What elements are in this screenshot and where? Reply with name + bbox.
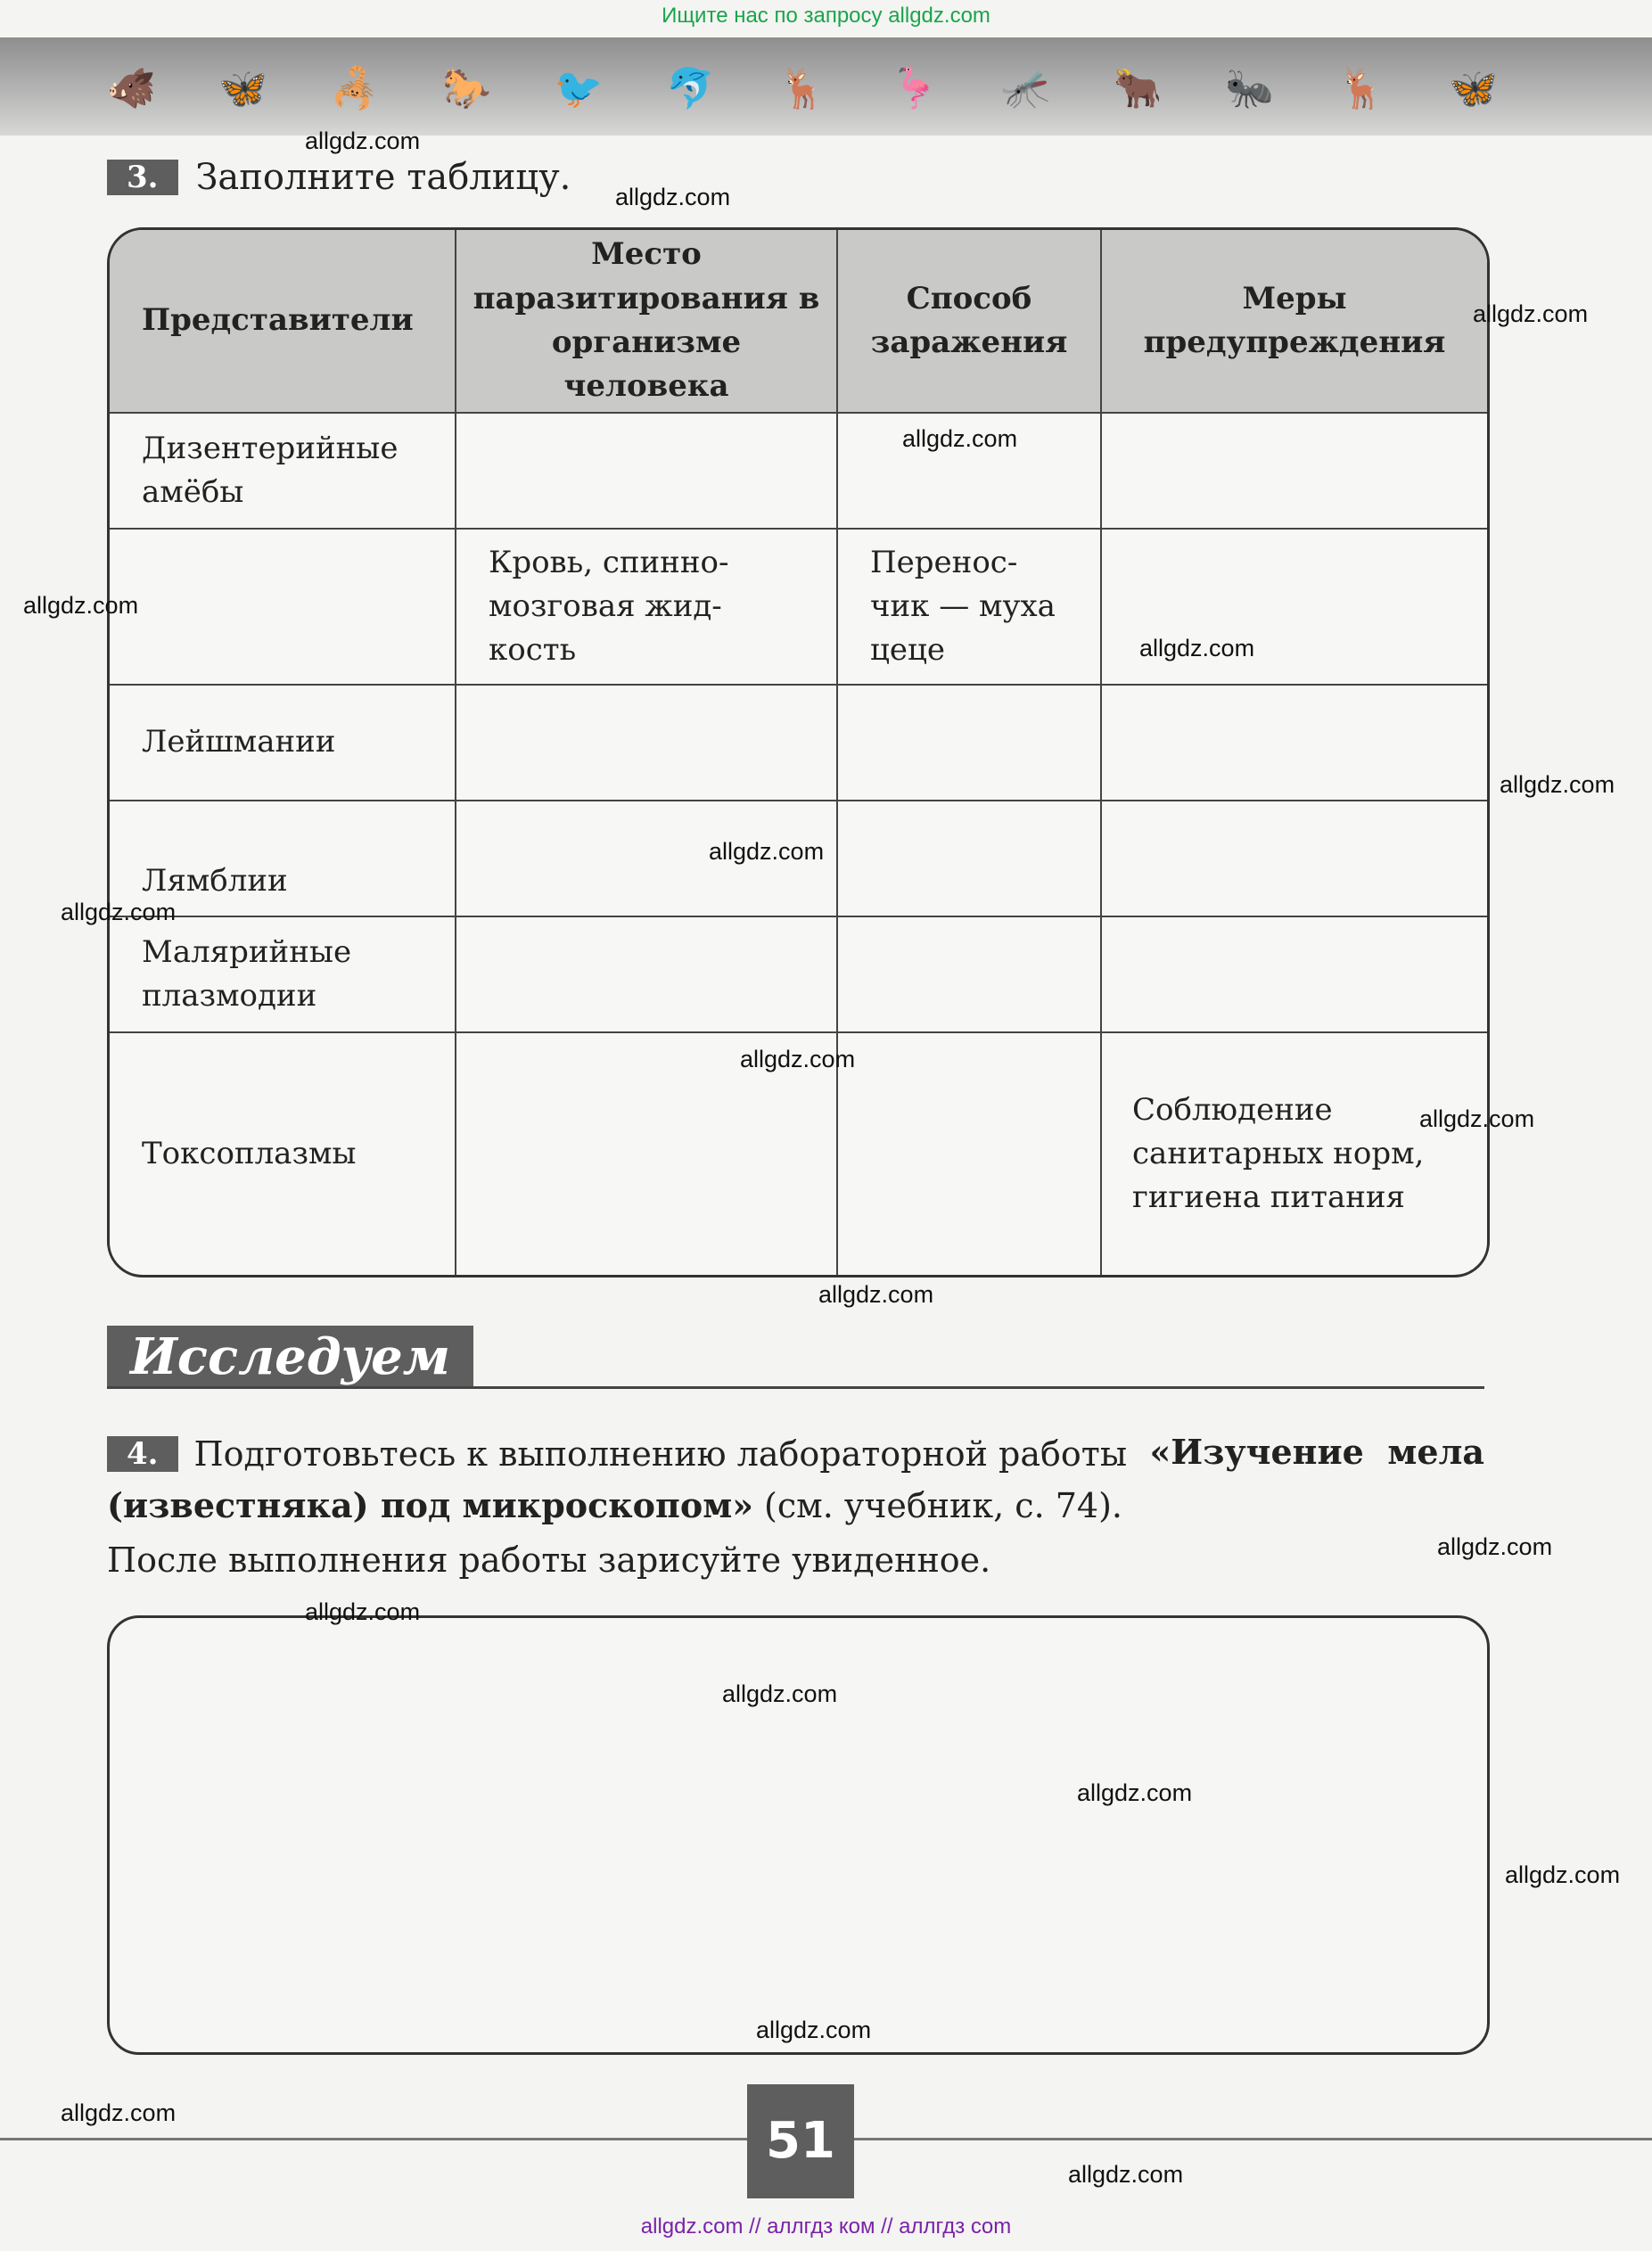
section-divider xyxy=(107,1386,1484,1389)
page-number: 51 xyxy=(747,2084,854,2198)
cell-method[interactable] xyxy=(837,801,1101,916)
textbook-reference: (см. учебник, с. 74). xyxy=(764,1485,1122,1525)
cell-representative: Токсоплазмы xyxy=(110,1032,456,1275)
fill-in-table xyxy=(107,227,1490,1277)
cell-method: Перенос-чик — муха цеце xyxy=(837,529,1101,685)
table-row xyxy=(110,413,1487,529)
cell-prevention[interactable] xyxy=(1101,801,1487,916)
cell-representative[interactable] xyxy=(110,529,456,685)
table-row xyxy=(110,685,1487,801)
heron-icon: 🦩 xyxy=(889,66,939,111)
task4-lead xyxy=(107,1429,1127,1480)
table-header-row xyxy=(110,230,1487,413)
task4-lead-text: Подготовьтесь к выполнению лабораторной работы xyxy=(193,1434,1128,1474)
watermark: allgdz.com xyxy=(1473,300,1589,327)
watermark: allgdz.com xyxy=(818,1281,934,1308)
cell-place[interactable] xyxy=(456,916,837,1032)
cell-prevention: Соблюдение санитарных норм, гигиена питания xyxy=(1101,1032,1487,1275)
watermark: allgdz.com xyxy=(1419,1105,1535,1132)
table-row xyxy=(110,916,1487,1032)
animal-strip xyxy=(107,66,1498,111)
cell-prevention[interactable] xyxy=(1101,685,1487,801)
scorpion-icon: 🦂 xyxy=(330,66,380,111)
watermark: allgdz.com xyxy=(1505,1861,1621,1888)
task-number-badge: 4. xyxy=(107,1436,178,1472)
top-search-banner: Ищите нас по запросу allgdz.com xyxy=(662,4,990,28)
watermark: allgdz.com xyxy=(902,425,1018,452)
butterfly-icon: 🦋 xyxy=(218,66,268,111)
lab-work-title: «Изучение мела (известняка) под микроскопом» xyxy=(107,1432,1484,1525)
cell-place: Кровь, спинно-мозговая жид-кость xyxy=(456,529,837,685)
bull-icon: 🐂 xyxy=(1113,66,1163,111)
header-prevention: Меры предупреждения xyxy=(1101,230,1487,413)
watermark: allgdz.com xyxy=(61,2099,177,2126)
watermark: allgdz.com xyxy=(61,899,177,925)
watermark: allgdz.com xyxy=(305,127,421,154)
dragonfly-icon: 🦟 xyxy=(1001,66,1051,111)
watermark: allgdz.com xyxy=(1500,771,1615,798)
moose-icon: 🦌 xyxy=(777,66,827,111)
bird-icon: 🐦 xyxy=(554,66,604,111)
header-infection-method: Способ заражения xyxy=(837,230,1101,413)
task-number-badge: 3. xyxy=(107,160,178,195)
cell-representative: Малярийные плазмодии xyxy=(110,916,456,1032)
boar-icon: 🐗 xyxy=(107,66,156,111)
table-row xyxy=(110,529,1487,685)
cell-prevention[interactable] xyxy=(1101,916,1487,1032)
task-title: Заполните таблицу. xyxy=(195,157,571,198)
footer-links[interactable]: allgdz.com // аллгдз ком // аллгдз com xyxy=(640,2214,1012,2239)
watermark: allgdz.com xyxy=(1437,1533,1553,1560)
dolphin-icon: 🐬 xyxy=(666,66,715,111)
ant-icon: 🐜 xyxy=(1225,66,1275,111)
cell-prevention[interactable] xyxy=(1101,413,1487,529)
watermark: allgdz.com xyxy=(1068,2161,1184,2188)
cell-method[interactable] xyxy=(837,1032,1101,1275)
cell-place[interactable] xyxy=(456,685,837,801)
cell-method[interactable] xyxy=(837,685,1101,801)
horse-icon: 🐎 xyxy=(442,66,492,111)
cell-representative: Дизентерийные амёбы xyxy=(110,413,456,529)
watermark: allgdz.com xyxy=(756,2017,872,2043)
cell-representative: Лямблии xyxy=(110,801,456,916)
watermark: allgdz.com xyxy=(709,838,825,865)
task4-instruction xyxy=(107,1426,1484,1532)
cell-place[interactable] xyxy=(456,413,837,529)
task4-after-text: После выполнения работы зарисуйте увиденное. xyxy=(107,1540,991,1580)
deer-icon: 🦌 xyxy=(1336,66,1386,111)
cell-representative: Лейшмании xyxy=(110,685,456,801)
header-representatives: Представители xyxy=(110,230,456,413)
watermark: allgdz.com xyxy=(1077,1779,1193,1806)
watermark: allgdz.com xyxy=(305,1598,421,1625)
watermark: allgdz.com xyxy=(1139,635,1255,661)
moth-icon: 🦋 xyxy=(1449,66,1498,111)
header-parasitism-place: Место паразитирования в организме человека xyxy=(456,230,837,413)
watermark: allgdz.com xyxy=(615,184,731,210)
watermark: allgdz.com xyxy=(23,592,139,619)
section-title: Исследуем xyxy=(107,1326,473,1388)
cell-method[interactable] xyxy=(837,916,1101,1032)
task3-heading xyxy=(107,157,571,198)
watermark: allgdz.com xyxy=(722,1680,838,1707)
watermark: allgdz.com xyxy=(740,1046,856,1072)
